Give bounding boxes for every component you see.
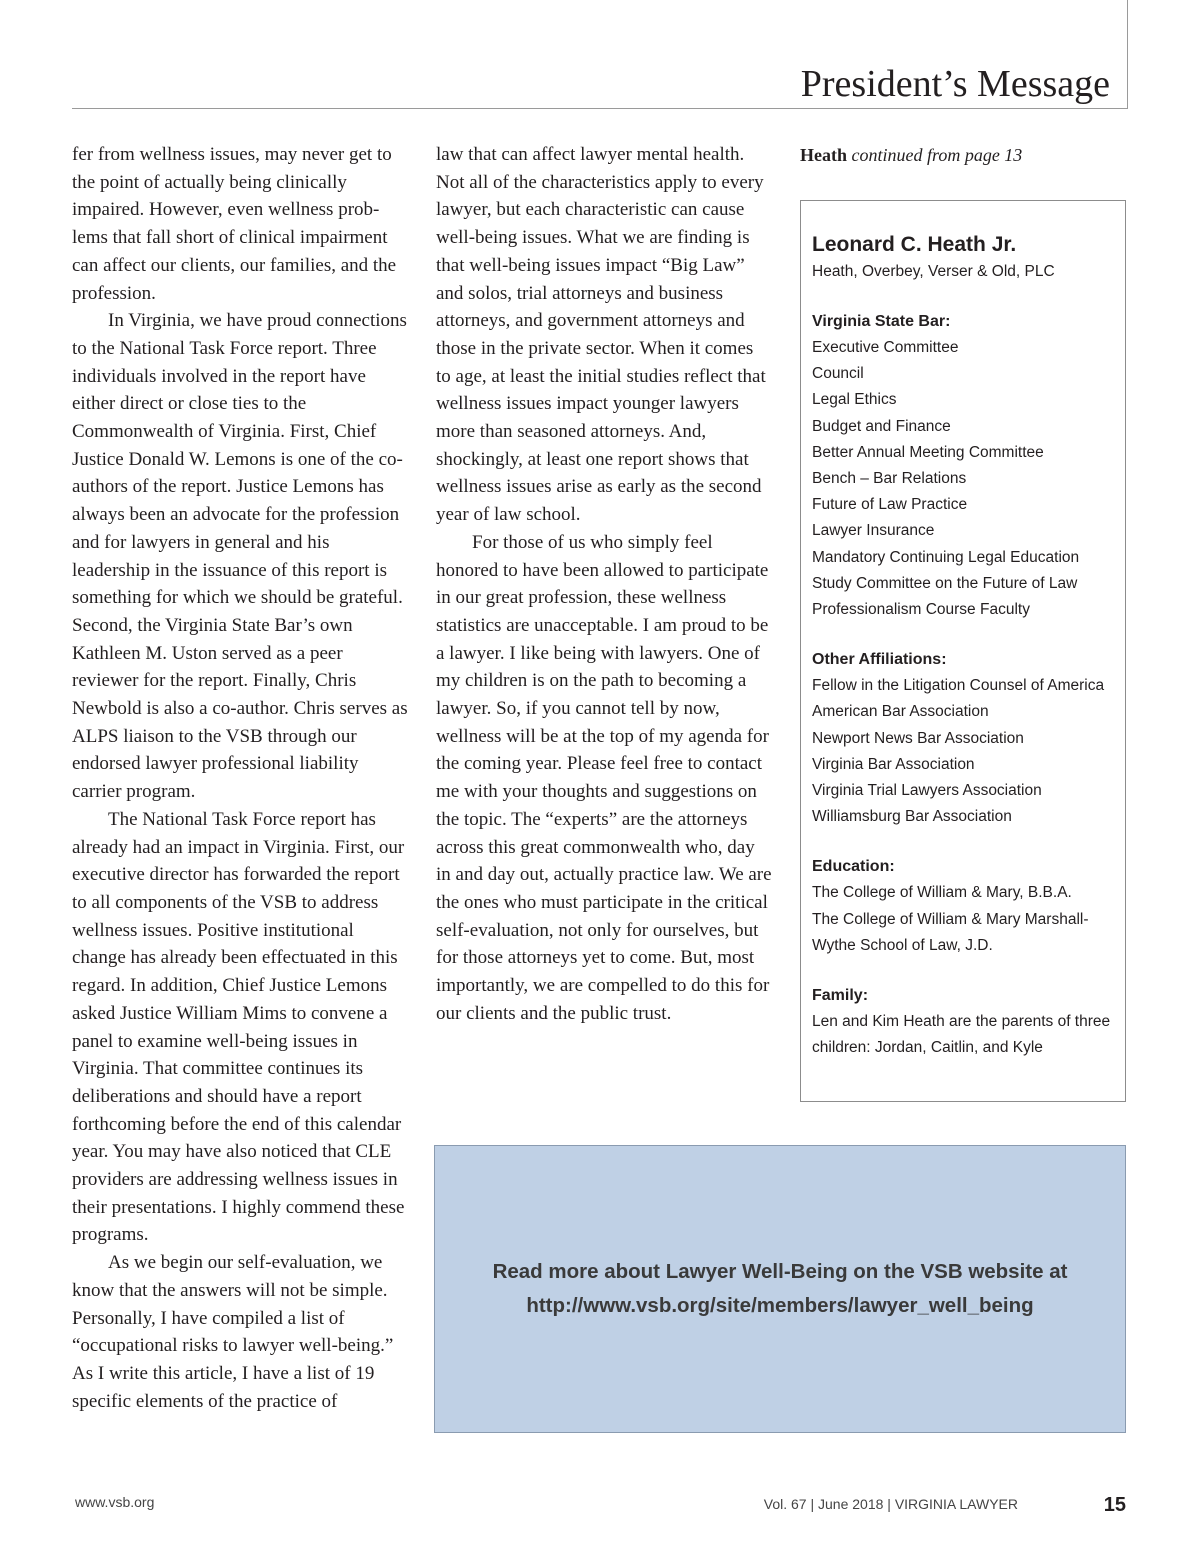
article-column-2 [436,141,772,1028]
bio-list-item: Council [812,365,864,383]
paragraph: As we begin our self-evaluation, we know that the answers will not be simple. Personally, I have compiled a list of “occupational risks to lawyer well-being.” As I write this article, I have a list of 19 specific elements of the practice of [72,1252,394,1412]
article-column-1 [72,141,408,1415]
continued-note [800,141,1022,169]
bio-box [800,200,1126,1102]
bio-list-item: Bench – Bar Relations [812,470,967,488]
bio-list-item: Budget and Finance [812,417,951,435]
header-rule [72,108,1128,109]
bio-list-item: Newport News Bar Association [812,729,1024,747]
bio-list-vsb [812,335,1115,623]
bio-list-item: Williamsburg Bar Association [812,808,1012,826]
bio-list-item: Virginia Trial Lawyers Association [812,782,1042,800]
bio-heading-other: Other Affiliations: [812,651,947,669]
paragraph: In Virginia, we have proud connections to the National Task Force report. Three individuals involved in the report have either direct or close ties to the Commonwealth of Virginia. First, Chief Justice Donald W. Lemons is one of the co-authors of the report. Justice Lemons has always been an advocate for the profession and for lawyers in general and his leadership in the issuance of this report is something for which we should be grateful. Second, the Virginia State Bar’s own Kathleen M. Uston served as a peer reviewer for the report. Finally, Chris Newbold is also a co-author. Chris serves as ALPS liaison to the VSB through our endorsed lawyer professional liability carrier program. [72,310,408,803]
bio-list-item: Lawyer Insurance [812,522,935,540]
callout-box [434,1145,1126,1433]
paragraph: The National Task Force report has already had an impact in Virginia. First, our executive director has forwarded the report to all components of the VSB to address wellness issues. Positive institutional change has already been effectuated in this regard. In addition, Chief Justice Lemons asked Justice William Mims to convene a panel to examine well-being issues in Virginia. That committee continues its deliberations and should have a report forthcoming before the end of this calendar year. You may have also noticed that CLE providers are addressing wellness issues in their presentations. I highly commend these programs. [72,808,405,1246]
header-vertical-rule [1127,0,1128,108]
bio-list-item: American Bar Association [812,703,989,721]
bio-list-item: Executive Committee [812,339,959,356]
paragraph: fer from wellness issues, may never get to the point of actually being clinically impaired. However, even wellness problems that fall short of clinical impairment can affect our clients, our families, and the profession. [72,144,397,304]
bio-list-item: Mandatory Continuing Legal Education [812,548,1080,566]
bio-heading-vsb: Virginia State Bar: [812,313,951,330]
bio-firm: Heath, Overbey, Verser & Old, PLC [812,263,1055,280]
bio-family-text: Len and Kim Heath are the parents of three children: Jordan, Caitlin, and Kyle [812,1013,1111,1057]
section-title: President’s Message [800,63,1110,105]
paragraph: law that can affect lawyer mental health. Not all of the characteristics apply to every lawyer, but each characteristic can cause well-being issues. What we are finding is that well-being issues impact “Big Law” and solos, trial attorneys and business attorneys, and government attorneys and those in the private sector. When it comes to age, at least the initial studies reflect that wellness issues impact younger lawyers more than seasoned attorneys. And, shockingly, at least one report shows that wellness issues arise as early as the second year of law school. [436,144,766,526]
callout-link[interactable]: http://www.vsb.org/site/members/lawyer_well_being [526,1294,1034,1317]
bio-list-item: Professionalism Course Faculty [812,601,1030,619]
bio-heading-education: Education: [812,858,895,876]
bio-list-item: Fellow in the Litigation Counsel of America [812,677,1105,695]
page-number: 15 [1103,1494,1126,1516]
bio-list-item: Virginia Bar Association [812,755,975,773]
bio-list-item: Study Committee on the Future of Law [812,574,1078,592]
bio-list-item: The College of William & Mary Marshall- [812,910,1089,928]
bio-list-other [812,673,1115,830]
paragraph: For those of us who simply feel honored to have been allowed to participate in our great profession, these wellness statistics are unacceptable. I am proud to be a lawyer. I like being with lawyers. One of my children is on the path to becoming a lawyer. So, if you cannot tell by now, wellness will be at the top of my agenda for the coming year. Please feel free to contact me with your thoughts and suggestions on the topic. The “experts” are the attorneys across this great commonwealth who, day in and day out, actually practice law. We are the ones who must participate in the critical self-evaluation, not only for ourselves, but for those attorneys yet to come. But, most importantly, we are compelled to do this for our clients and the public trust. [436,531,772,1024]
bio-list-item: The College of William & Mary, B.B.A. [812,884,1072,902]
bio-name: Leonard C. Heath Jr. [812,233,1017,256]
bio-list-item: Better Annual Meeting Committee [812,443,1044,461]
continued-text: continued from page 13 [851,145,1023,165]
bio-heading-family: Family: [812,987,869,1005]
continued-name: Heath [800,145,847,165]
callout-text: Read more about Lawyer Well-Being on the VSB website at [492,1260,1068,1283]
footer-issue: Vol. 67 | June 2018 | VIRGINIA LAWYER [763,1496,1018,1512]
bio-list-item: Future of Law Practice [812,496,968,514]
footer-website[interactable]: www.vsb.org [75,1494,155,1510]
bio-list-item: Legal Ethics [812,391,897,409]
bio-list-item: Wythe School of Law, J.D. [812,936,993,954]
bio-list-education [812,880,1115,959]
